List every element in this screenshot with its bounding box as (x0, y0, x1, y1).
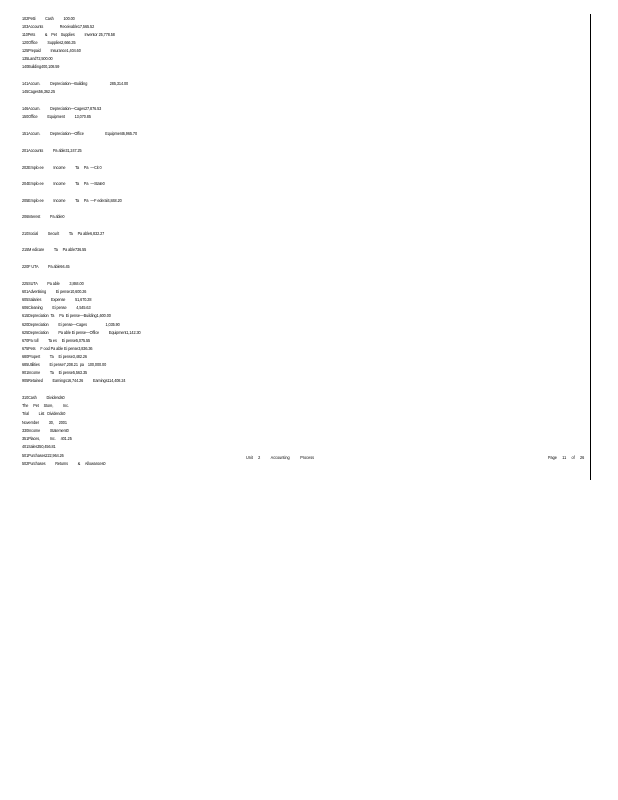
account-line: 501Purchases222,964.26 (22, 453, 64, 458)
account-line: 615Depreciation Ta Pa Ei pense—Building1,600.00 (22, 313, 111, 318)
account-line: Trial List Dividends0 (22, 411, 66, 416)
account-line: November 30, 2001 (22, 420, 67, 425)
account-line: The Pet Store, Inc. (22, 403, 69, 408)
account-line: 206Interest Pa able0 (22, 214, 65, 219)
account-line: 670Pa roll Ta es Ei pense5,075.55 (22, 338, 91, 343)
footer-unit-label: Unit 2 Accounting Process (246, 455, 315, 460)
account-line: 146Accum. Depreciation—Cages27,876.53 (22, 106, 102, 111)
account-line: 901Income Ta Ei pense5,563.35 (22, 370, 88, 375)
account-line: 605Salaries Expense 51,670.28 (22, 297, 92, 302)
account-line: 135Land72,500.00 (22, 56, 53, 61)
account-line: 204Emplo ee Income Ta Pa —State0 (22, 181, 105, 186)
account-line: 685Utilities Ei pense7,208.21 pa 100,000.00 (22, 362, 107, 367)
account-line: 330Income Statement0 (22, 428, 69, 433)
account-line: 675Pets F ood Pa able Ei pense3,836.36 (22, 346, 93, 351)
account-line: 401Sales350,456.81 (22, 444, 56, 449)
account-line: 103Accounts Receivable17,565.52 (22, 24, 95, 29)
account-line: 601Advertising Ei pense10,600.26 (22, 289, 87, 294)
account-line: 620Depreciation Ei pense—Cages 1,035.90 (22, 322, 120, 327)
account-line: 140Building400,108.59 (22, 64, 60, 69)
account-line: 125Prepaid Insurance1,404.60 (22, 48, 81, 53)
account-line: 310Cash Dividends0 (22, 395, 65, 400)
account-line: 110Pets & Pet Supplies Inventor 25,778.58 (22, 32, 115, 37)
account-line: 141Accum. Depreciation—Building 285,314.00 (22, 81, 129, 86)
account-line: 120Office Supplies2,666.35 (22, 40, 76, 45)
account-line: 351Places, Inc. 401.25 (22, 436, 72, 441)
footer-page-number: Page 11 of 26 (548, 455, 585, 460)
account-line: 150Office Equipment 13,070.85 (22, 114, 91, 119)
account-line: 145Cages56,362.25 (22, 89, 56, 94)
account-line: 102Petti Cash 100.00 (22, 16, 75, 21)
account-line: 215M edicare Ta Pa able736.55 (22, 247, 87, 252)
account-line: 201Accounts Pa able31,247.25 (22, 148, 82, 153)
account-line: 202Emplo ee Income Ta Pa —Cit 0 (22, 165, 102, 170)
account-line: 680Propert Ta Ei pense3,482.26 (22, 354, 87, 359)
account-line: 210Social Securit Ta Pa able6,832.27 (22, 231, 105, 236)
account-line: 905Retained Earnings16,744.26 Earnings114,408.24 (22, 378, 126, 383)
account-line: 220F UTA Pa able94.45 (22, 264, 70, 269)
account-line: 625Depreciation Pa able Ei pense—Office Equipment1,142.30 (22, 330, 141, 335)
account-line: 225SUTA Pa able 3,884.00 (22, 281, 84, 286)
account-line: 502Purchases Returns & Allowances0 (22, 461, 106, 466)
account-line: 606Cleaning Ei pense 4,545.63 (22, 305, 91, 310)
account-line: 151Accum. Depreciation—Office Equipment6,965.70 (22, 131, 138, 136)
page-right-rule (590, 14, 591, 480)
account-line: 205Emplo ee Income Ta Pa —F ederal4,848.20 (22, 198, 122, 203)
